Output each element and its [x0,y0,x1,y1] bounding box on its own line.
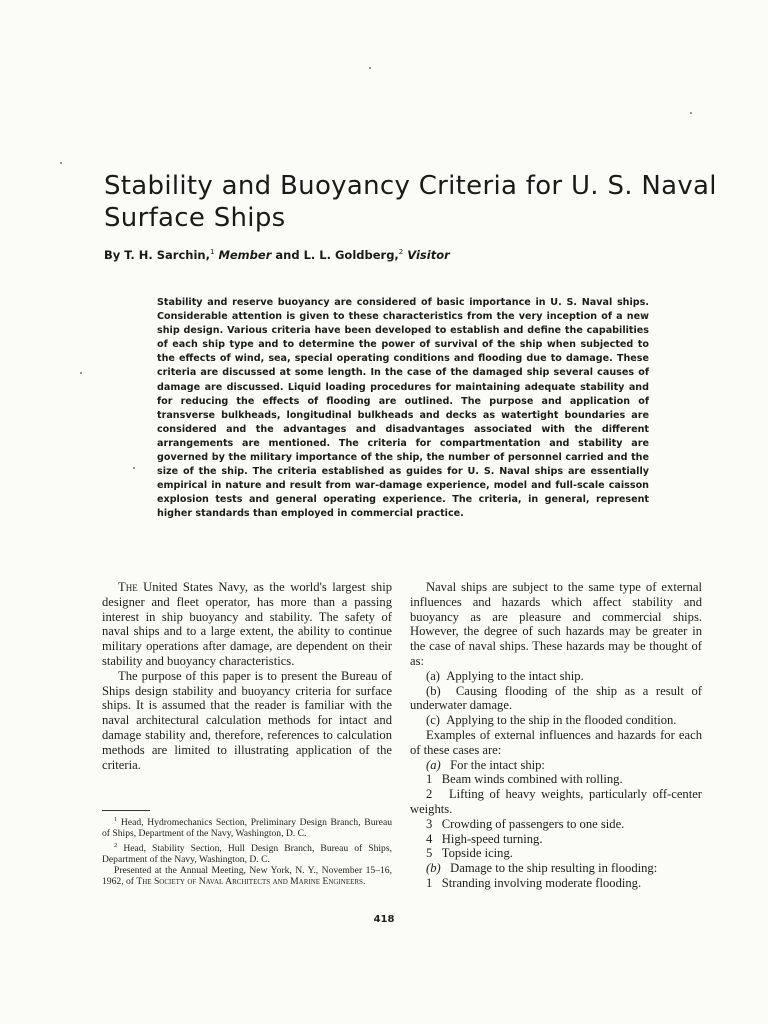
item-text: Lifting of heavy weights, particularly off-center weights. [410,787,702,816]
item-number: 2 [426,787,433,802]
paper-title: Stability and Buoyancy Criteria for U. S. Naval Surface Ships [104,171,717,233]
list-item [410,684,702,714]
hazards-intro: Naval ships are subject to the same type of external influences and hazards which affect stability and buoyancy as are pleasure and commercial ships. However, the degree of such hazards may be greater in the case of naval ships. These hazards may be thought of as: [410,580,702,668]
abstract: Stability and reserve buoyancy are considered of basic importance in U. S. Naval ships. Considerable attention is given to these characteristics from the very inception of a new ship design. Various criteria have been developed to establish and define the capabilities of each ship type and to determine the power of survival of the ship when subjected to the effects of wind, sea, special operating conditions and flooding due to damage. These criteria are discussed at some length. In the case of the damaged ship several causes of damage are discussed. Liquid loading procedures for maintaining adequate stability and for reducing the effects of flooding are outlined. The purpose and application of transverse bulkheads, longitudinal bulkheads and decks as watertight boundaries are considered and the advantages and disadvantages associated with the different arrangements are mentioned. The criteria for compartmentation and stability are governed by the military importance of the ship, the number of personnel carried and the size of the ship. The criteria established as guides for U. S. Naval ships are essentially empirical in nature and result from war-damage experience, model and full-scale caisson explosion tests and general operating experience. The criteria, in general, represent higher standards than employed in commercial practice. [157,297,649,520]
author-2-role: Visitor [407,248,450,262]
list-item [410,876,702,891]
item-label: (b) [426,861,441,876]
left-column [102,580,392,772]
page-number: 418 [373,914,395,925]
purpose-paragraph: The purpose of this paper is to present the Bureau of Ships design stability and buoyancy criteria for surface ships. It is assumed that the reader is familiar with the naval architectural calculation methods for intact and damage stability and, therefore, references to calculation methods are limited to illustrating application of the criteria. [102,668,392,772]
scan-speck [80,372,82,374]
footnote-1-mark: 1 [114,816,118,823]
author-1-role: Member [218,248,272,262]
item-text: Applying to the intact ship. [446,668,584,683]
footnote-1-text: Head, Hydromechanics Section, Preliminary Design Branch, Bureau of Ships, Department of the Navy, Washington, D. C. [102,817,392,840]
footnote-2-mark: 2 [114,841,118,849]
item-number: 1 [426,875,433,890]
scan-speck [60,162,62,164]
flooding-heading [410,861,702,876]
footnotes [102,814,392,888]
author-2: and L. L. Goldberg, [275,248,399,262]
footnote-mark-2: 2 [398,248,404,257]
footnote-divider [102,810,150,811]
footnote-1 [102,814,392,840]
drop-cap-word: The [118,580,138,594]
item-label: (b) [426,683,441,698]
list-item [410,669,702,684]
item-text: Damage to the ship resulting in flooding: [450,861,658,876]
item-label: (a) [426,668,440,683]
scan-speck [369,67,371,69]
item-text: Causing flooding of the ship as a result of underwater damage. [410,683,702,713]
scan-speck [133,467,135,469]
item-number: 3 [426,816,433,831]
list-item [410,846,702,861]
item-text: Topside icing. [441,846,513,861]
item-number: 5 [426,846,433,861]
item-label: (c) [426,713,440,728]
list-item [410,713,702,728]
item-label: (a) [426,757,441,772]
item-text: For the intact ship: [450,757,545,772]
item-text: Beam winds combined with rolling. [441,772,623,787]
footnote-3-text: Presented at the Annual Meeting, New York, N. Y., November 15–16, 1962, of [102,865,392,888]
examples-intro: Examples of external influences and hazards for each of these cases are: [410,727,702,757]
society-name: The Society of Naval Architects and Marine Engineers [136,876,363,888]
footnote-mark-1: 1 [209,248,215,257]
item-text: Crowding of passengers to one side. [441,816,625,831]
item-text: Stranding involving moderate flooding. [441,875,642,890]
right-column [410,580,702,891]
intro-text: United States Navy, as the world's largest ship designer and fleet operator, has more than a passing interest in ship buoyancy and stability. The safety of naval ships and to a large extent, the ability to continue military operations after damage, are dependent on their stability and buoyancy characteristics. [102,580,392,668]
footnote-2-text: Head, Stability Section, Hull Design Branch, Bureau of Ships, Department of the Navy, Washington, D. C. [102,842,392,865]
scan-speck [690,112,692,114]
intro-paragraph [102,580,392,669]
footnote-3-end: . [362,876,366,888]
list-item [410,832,702,847]
item-text: High-speed turning. [441,831,543,846]
list-item [410,787,702,817]
author-1: By T. H. Sarchin, [104,248,210,262]
item-number: 1 [426,772,433,787]
footnote-presented [102,865,392,887]
hazard-list [410,669,702,728]
byline [104,248,664,262]
list-item [410,817,702,832]
list-item [410,772,702,787]
intact-heading [410,758,702,773]
item-number: 4 [426,831,433,846]
footnote-2 [102,840,392,866]
item-text: Applying to the ship in the flooded condition. [446,713,677,728]
